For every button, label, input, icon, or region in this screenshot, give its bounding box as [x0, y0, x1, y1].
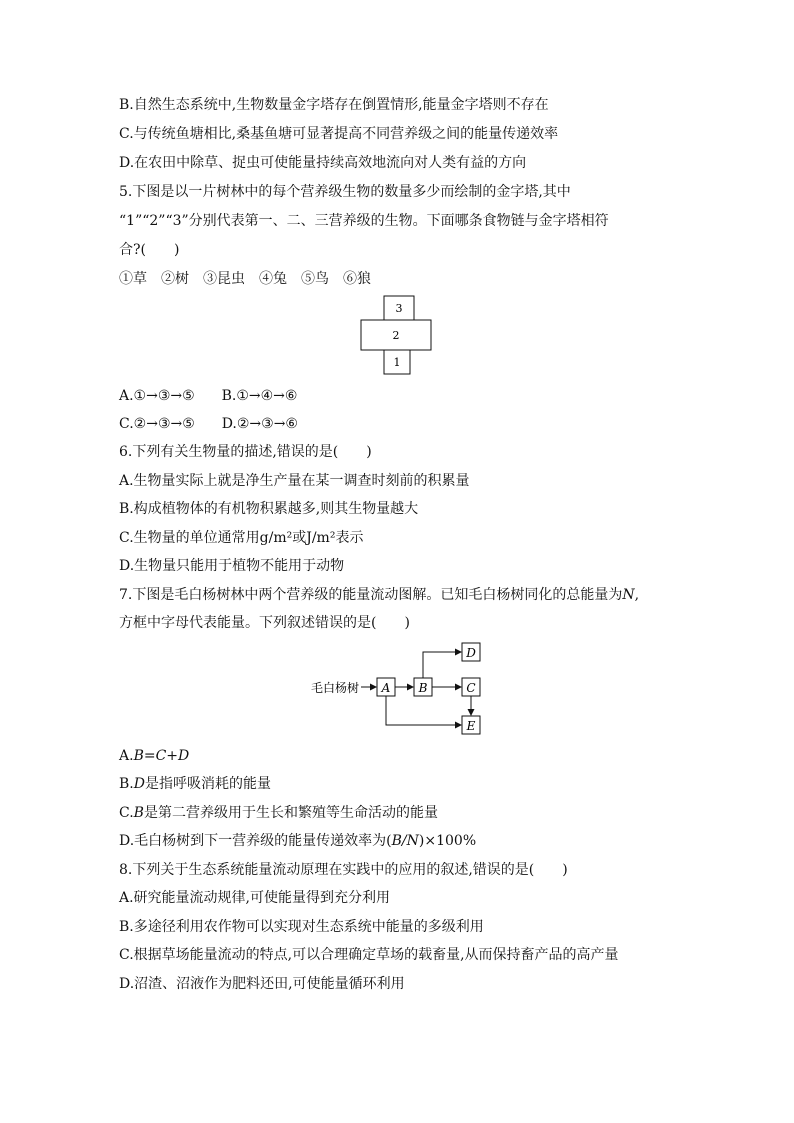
q5-stem-line2: “1”“2”“3”分别代表第一、二、三营养级的生物。下面哪条食物链与金字塔相符 [119, 213, 609, 229]
q7-option-c-prefix: C. [119, 805, 134, 821]
q7-option-a [119, 747, 679, 765]
q5-options-row2 [119, 415, 679, 433]
q8-option-d: D.沼渣、沼液作为肥料还田,可使能量循环利用 [119, 976, 405, 992]
q7-option-b-var: D [133, 776, 145, 792]
q7-energy-flow-diagram [305, 638, 495, 742]
q7-option-d-expr: B/N [391, 833, 419, 849]
pyramid-label-2: 2 [392, 329, 400, 342]
box-b-label: B [418, 681, 428, 695]
q7-option-b [119, 775, 679, 793]
q6-option-a: A.生物量实际上就是净生产量在某一调查时刻前的积累量 [119, 473, 470, 489]
arrow-b-to-d [423, 652, 461, 678]
q5-stem-line3: 合?( ) [119, 242, 180, 258]
q8-option-a: A.研究能量流动规律,可使能量得到充分利用 [119, 890, 391, 906]
q5-option-c: C.②→③→⑤ [119, 416, 195, 432]
box-d-label: D [466, 646, 476, 660]
q8-option-c: C.根据草场能量流动的特点,可以合理确定草场的载畜量,从而保持畜产品的高产量 [119, 947, 619, 963]
q6-option-c: C.生物量的单位通常用g/m²或J/m²表示 [119, 530, 364, 546]
q5-organism-list: ①草 ②树 ③昆虫 ④兔 ⑤鸟 ⑥狼 [119, 271, 371, 287]
box-a-label: A [381, 681, 391, 695]
q4-option-d: D.在农田中除草、捉虫可使能量持续高效地流向对人类有益的方向 [119, 155, 527, 171]
q5-options-row1 [119, 387, 679, 405]
diagram-source-label: 毛白杨树 [311, 681, 360, 695]
q5-pyramid-figure [355, 294, 440, 376]
q6-stem: 6.下列有关生物量的描述,错误的是( ) [119, 444, 372, 460]
q5-stem-line1: 5.下图是以一片树林中的每个营养级生物的数量多少而绘制的金字塔,其中 [119, 184, 571, 200]
q7-option-d-text: )×100% [418, 833, 477, 849]
q7-option-c-text: 是第二营养级用于生长和繁殖等生命活动的能量 [143, 805, 438, 821]
box-c-label: C [466, 681, 476, 695]
q7-option-a-prefix: A. [119, 748, 134, 764]
q7-option-d-prefix: D.毛白杨树到下一营养级的能量传递效率为( [119, 833, 392, 849]
q4-option-b: B.自然生态系统中,生物数量金字塔存在倒置情形,能量金字塔则不存在 [119, 97, 549, 113]
q7-option-a-expr: B=C+D [133, 748, 190, 764]
q7-option-b-prefix: B. [119, 776, 134, 792]
q7-stem-comma: , [634, 587, 640, 603]
box-e-label: E [466, 719, 476, 733]
q7-stem-line2: 方框中字母代表能量。下列叙述错误的是( ) [119, 615, 410, 631]
q5-option-a: A.①→③→⑤ [119, 388, 195, 404]
q8-option-b: B.多途径利用农作物可以实现对生态系统中能量的多级利用 [119, 919, 484, 935]
q7-stem-line1 [119, 586, 679, 604]
pyramid-label-3: 3 [395, 302, 403, 315]
q7-option-c-var: B [133, 805, 144, 821]
arrow-a-to-e [386, 696, 461, 725]
q7-stem-var-n: N [622, 587, 635, 603]
q6-option-b: B.构成植物体的有机物积累越多,则其生物量越大 [119, 501, 419, 517]
q8-stem: 8.下列关于生态系统能量流动原理在实践中的应用的叙述,错误的是( ) [119, 862, 568, 878]
pyramid-label-1: 1 [393, 356, 401, 369]
q5-option-d: D.②→③→⑥ [221, 416, 298, 432]
q5-option-b: B.①→④→⑥ [221, 388, 298, 404]
q7-option-d [119, 832, 679, 850]
q7-option-b-text: 是指呼吸消耗的能量 [144, 776, 271, 792]
q4-option-c: C.与传统鱼塘相比,桑基鱼塘可显著提高不同营养级之间的能量传递效率 [119, 126, 559, 142]
q6-option-d: D.生物量只能用于植物不能用于动物 [119, 558, 345, 574]
q7-option-c [119, 804, 679, 822]
q7-stem-text: 7.下图是毛白杨树林中两个营养级的能量流动图解。已知毛白杨树同化的总能量为 [119, 587, 623, 603]
